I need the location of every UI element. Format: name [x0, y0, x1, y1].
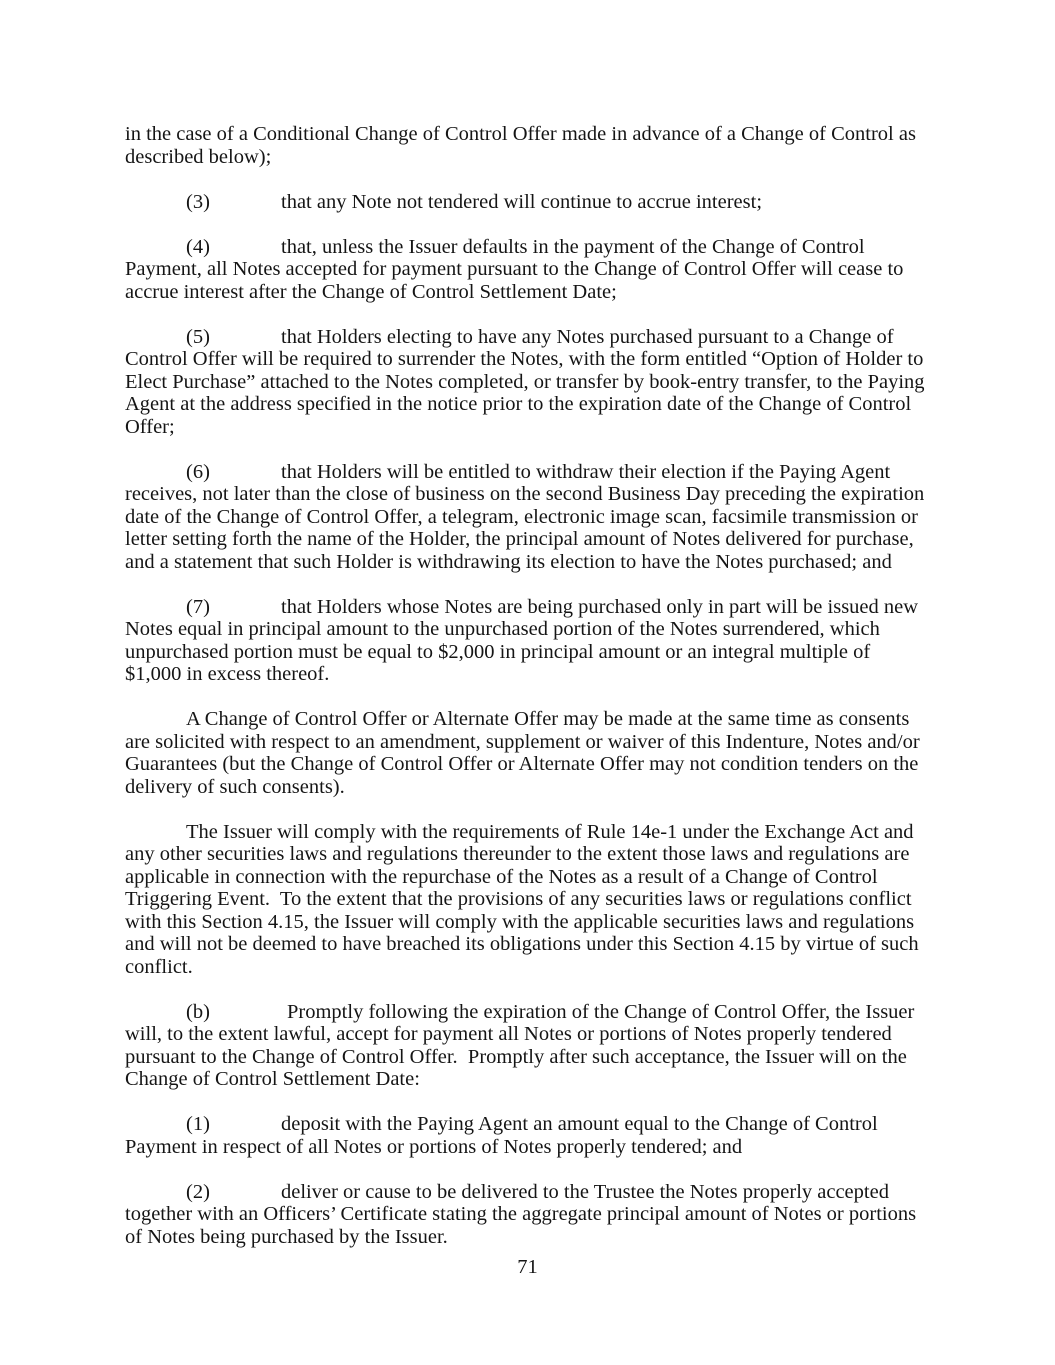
paragraph-consents — [125, 708, 930, 798]
paragraph-text: The Issuer will comply with the requirements of Rule 14e-1 under the Exchange Act and any other securities laws and regulations thereunder to the extent those laws and regulations are applicable in connection with the repurchase of the Notes as a result of a Change of Control Triggering Event. To the extent that the provisions of any securities laws or regulations conflict with this Section 4.15, the Issuer will comply with the applicable securities laws and regulations and will not be deemed to have breached its obligations under this Section 4.15 by virtue of such conflict. — [125, 820, 924, 978]
clause-number: (6) — [186, 460, 210, 483]
clause-5 — [125, 326, 930, 439]
clause-7 — [125, 596, 930, 686]
clause-number: (2) — [186, 1180, 210, 1203]
clause-number: (4) — [186, 235, 210, 258]
subsection-text: Promptly following the expiration of the Change of Control Offer, the Issuer will, to the extent lawful, accept for payment all Notes or portions of Notes properly tendered pursuant to the Change of Control Offer. Promptly after such acceptance, the Issuer will on the Change of Control Settlement Date: — [125, 1000, 920, 1090]
clause-text: deposit with the Paying Agent an amount equal to the Change of Control Payment in respect of all Notes or portions of Notes properly tendered; and — [125, 1113, 883, 1158]
clause-text: that Holders whose Notes are being purchased only in part will be issued new Notes equal in principal amount to the unpurchased portion of the Notes surrendered, which unpurchased portion must be equal to $2,000 in principal amount or an integral multiple of $1,000 in excess thereof. — [125, 595, 924, 685]
clause-text: that Holders electing to have any Notes purchased pursuant to a Change of Control Offer will be required to surrender the Notes, with the form entitled “Option of Holder to Elect Purchase” attached to the Notes completed, or transfer by book-entry transfer, to the Paying Agent at the address specified in the notice prior to the expiration date of the Change of Control Offer; — [125, 325, 929, 438]
paragraph-rule-14e-1 — [125, 821, 930, 979]
page-footer — [0, 1256, 1055, 1279]
document-body — [125, 123, 930, 1248]
clause-4 — [125, 236, 930, 304]
subsection-b — [125, 1001, 930, 1091]
paragraph-text: in the case of a Conditional Change of Control Offer made in advance of a Change of Control as described below); — [125, 123, 922, 168]
clause-text: that Holders will be entitled to withdraw their election if the Paying Agent receives, not later than the close of business on the second Business Day preceding the expiration date of the Change of Control Offer, a telegram, electronic image scan, facsimile transmission or letter setting forth the name of the Holder, the principal amount of Notes delivered for purchase, and a statement that such Holder is withdrawing its election to have the Notes purchased; and — [125, 460, 930, 573]
clause-number: (5) — [186, 325, 210, 348]
subsection-letter: (b) — [186, 1000, 210, 1023]
paragraph-continuation — [125, 123, 930, 168]
clause-number: (3) — [186, 190, 210, 213]
clause-text: that any Note not tendered will continue to accrue interest; — [281, 190, 763, 213]
clause-6 — [125, 461, 930, 574]
clause-number: (1) — [186, 1113, 210, 1135]
clause-number: (7) — [186, 595, 210, 618]
clause-text: deliver or cause to be delivered to the Trustee the Notes properly accepted together with an Officers’ Certificate stating the aggregate principal amount of Notes or portions of Notes being purchased by the Issuer. — [125, 1180, 922, 1248]
clause-3 — [125, 191, 930, 214]
clause-text: that, unless the Issuer defaults in the payment of the Change of Control Payment, all Notes accepted for payment pursuant to the Change of Control Offer will cease to accrue interest after the Change of Control Settlement Date; — [125, 235, 909, 303]
clause-2 — [125, 1181, 930, 1249]
clause-1 — [125, 1113, 930, 1158]
paragraph-text: A Change of Control Offer or Alternate Offer may be made at the same time as consents are solicited with respect to an amendment, supplement or waiver of this Indenture, Notes and/or Guarantees (but the Change of Control Offer or Alternate Offer may not condition tenders on the delivery of such consents). — [125, 708, 925, 798]
page-number: 71 — [517, 1256, 538, 1278]
